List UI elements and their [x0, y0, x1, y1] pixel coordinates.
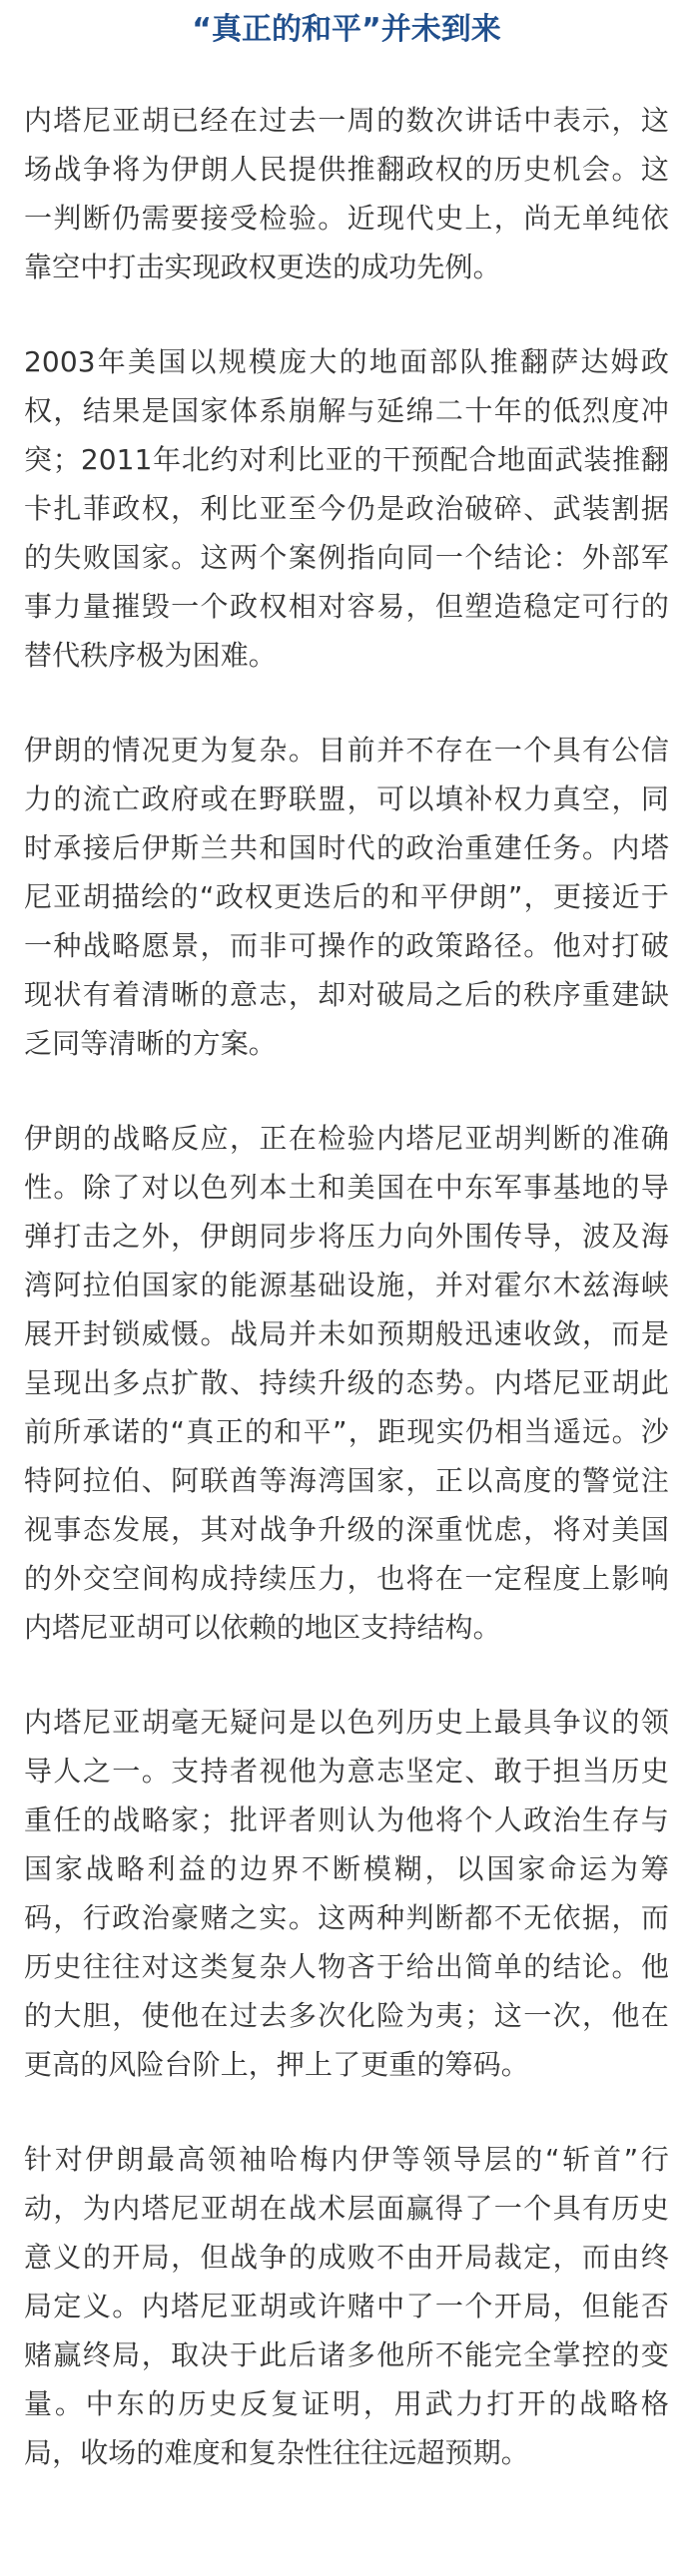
article-paragraph: 2003年美国以规模庞大的地面部队推翻萨达姆政权，结果是国家体系崩解与延绵二十年的低烈度冲突；2011年北约对利比亚的干预配合地面武装推翻卡扎菲政权，利比亚至今仍是政治破碎、武装割据的失败国家。这两个案例指向同一个结论：外部军事力量摧毁一个政权相对容易，但塑造稳定可行的替代秩序极为困难。 [24, 345, 669, 672]
article-paragraph: 内塔尼亚胡毫无疑问是以色列历史上最具争议的领导人之一。支持者视他为意志坚定、敢于担当历史重任的战略家；批评者则认为他将个人政治生存与国家战略利益的边界不断模糊，以国家命运为筹码，行政治豪赌之实。这两种判断都不无依据，而历史往往对这类复杂人物吝于给出简单的结论。他的大胆，使他在过去多次化险为夷；这一次，他在更高的风险台阶上，押上了更重的筹码。 [24, 1706, 669, 2081]
article-paragraph: 内塔尼亚胡已经在过去一周的数次讲话中表示，这场战争将为伊朗人民提供推翻政权的历史机会。这一判断仍需要接受检验。近现代史上，尚无单纯依靠空中打击实现政权更迭的成功先例。 [24, 104, 669, 283]
article-title: “真正的和平”并未到来 [192, 12, 501, 47]
article-paragraph: 伊朗的战略反应，正在检验内塔尼亚胡判断的准确性。除了对以色列本土和美国在中东军事基地的导弹打击之外，伊朗同步将压力向外围传导，波及海湾阿拉伯国家的能源基础设施，并对霍尔木兹海峡展开封锁威慑。战局并未如预期般迅速收敛，而是呈现出多点扩散、持续升级的态势。内塔尼亚胡此前所承诺的“真正的和平”，距现实仍相当遥远。沙特阿拉伯、阿联酋等海湾国家，正以高度的警觉注视事态发展，其对战争升级的深重忧虑，将对美国的外交空间构成持续压力，也将在一定程度上影响内塔尼亚胡可以依赖的地区支持结构。 [24, 1122, 669, 1644]
article-paragraph: 伊朗的情况更为复杂。目前并不存在一个具有公信力的流亡政府或在野联盟，可以填补权力真空，同时承接后伊斯兰共和国时代的政治重建任务。内塔尼亚胡描绘的“政权更迭后的和平伊朗”，更接近于一种战略愿景，而非可操作的政策路径。他对打破现状有着清晰的意志，却对破局之后的秩序重建缺乏同等清晰的方案。 [24, 734, 669, 1060]
article-paragraph: 针对伊朗最高领袖哈梅内伊等领导层的“斩首”行动，为内塔尼亚胡在战术层面赢得了一个具有历史意义的开局，但战争的成败不由开局裁定，而由终局定义。内塔尼亚胡或许赌中了一个开局，但能否赌赢终局，取决于此后诸多他所不能完全掌控的变量。中东的历史反复证明，用武力打开的战略格局，收场的难度和复杂性往往远超预期。 [24, 2143, 669, 2469]
